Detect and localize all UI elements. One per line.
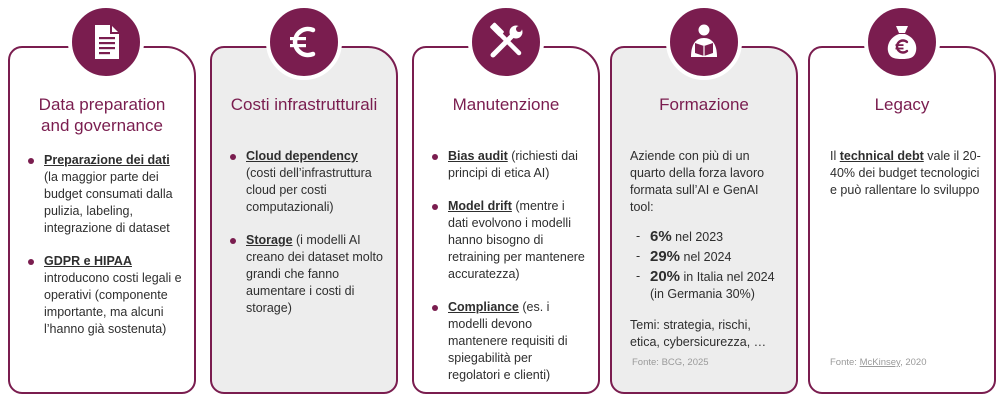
source-note: Fonte: BCG, 2025 [632, 357, 709, 368]
stat-value: 6% [650, 228, 672, 245]
stat-value: 20% [650, 268, 681, 285]
bullet-key: Preparazione dei dati [44, 153, 170, 167]
technical-debt-term: technical debt [839, 149, 924, 163]
bullet-key: Cloud dependency [246, 149, 358, 163]
euro-icon [266, 4, 342, 80]
reader-icon [666, 4, 742, 80]
bullet-item [430, 198, 586, 283]
stat-text: in Italia nel 2024 (in Germania 30%) [650, 270, 775, 301]
card-title: Manutenzione [452, 95, 560, 114]
bullet-item [228, 232, 384, 317]
bullet-text: (es. i modelli devono mantenere requisiti di spiegabilità per regolatori e clienti) [448, 300, 568, 382]
stat-item [630, 268, 784, 303]
source-note: Fonte: McKinsey, 2020 [830, 357, 927, 368]
formazione-intro: Aziende con più di un quarto della forza lavoro formata sull’AI e GenAI tool: [630, 149, 765, 214]
card-manutenzione [412, 46, 600, 394]
bullet-item [26, 152, 182, 237]
stats-list [630, 228, 784, 303]
bullet-item [430, 299, 586, 384]
card-title: Formazione [659, 95, 749, 114]
stat-text: nel 2023 [671, 230, 724, 244]
card-formazione [610, 46, 798, 394]
card-title: Costi infrastrutturali [230, 95, 378, 114]
bullet-text: (richiesti dai principi di etica AI) [448, 149, 578, 180]
bullet-text: (i modelli AI creano dei dataset molto grandi che fanno aumentare i costi di storage) [246, 233, 383, 315]
bullet-key: Compliance [448, 300, 519, 314]
stat-value: 29% [650, 248, 681, 265]
card-body [630, 148, 784, 363]
bullet-key: Bias audit [448, 149, 508, 163]
card-body [830, 148, 982, 211]
card-costi-infrastrutturali [210, 46, 398, 394]
source-link[interactable]: McKinsey [859, 357, 901, 368]
card-body [26, 152, 182, 354]
document-icon [68, 4, 144, 80]
bullet-text: (la maggior parte dei budget consumati dalla pulizia, labeling, integrazione di dataset [44, 170, 173, 235]
card-body [430, 148, 586, 400]
stat-item [630, 228, 784, 246]
bullet-key: GDPR e HIPAA [44, 254, 132, 268]
card-legacy [808, 46, 996, 394]
formazione-topics: Temi: strategia, rischi, etica, cybersicurezza, … [630, 318, 767, 349]
tools-icon [468, 4, 544, 80]
bullet-text: (costi dell’infrastruttura cloud per costi computazionali) [246, 166, 372, 214]
bullet-item [228, 148, 384, 216]
bullet-item [26, 253, 182, 338]
legacy-text: Il technical debt vale il 20-40% dei budget tecnologici e può rallentare lo sviluppo [830, 149, 981, 197]
stat-text: nel 2024 [680, 250, 732, 264]
bullet-item [430, 148, 586, 182]
bullet-key: Model drift [448, 199, 512, 213]
card-body [228, 148, 384, 333]
stat-item [630, 248, 784, 266]
bullet-text: (mentre i dati evolvono i modelli hanno bisogno di retraining per mantenere accuratezza) [448, 199, 585, 281]
bullet-text: introducono costi legali e operativi (componente importante, ma alcuni l’hanno già sostenuta) [44, 271, 182, 336]
card-data-preparation [8, 46, 196, 394]
money-bag-icon [864, 4, 940, 80]
card-title: Legacy [874, 95, 930, 114]
bullet-key: Storage [246, 233, 293, 247]
card-title: Data preparation and governance [38, 95, 166, 135]
